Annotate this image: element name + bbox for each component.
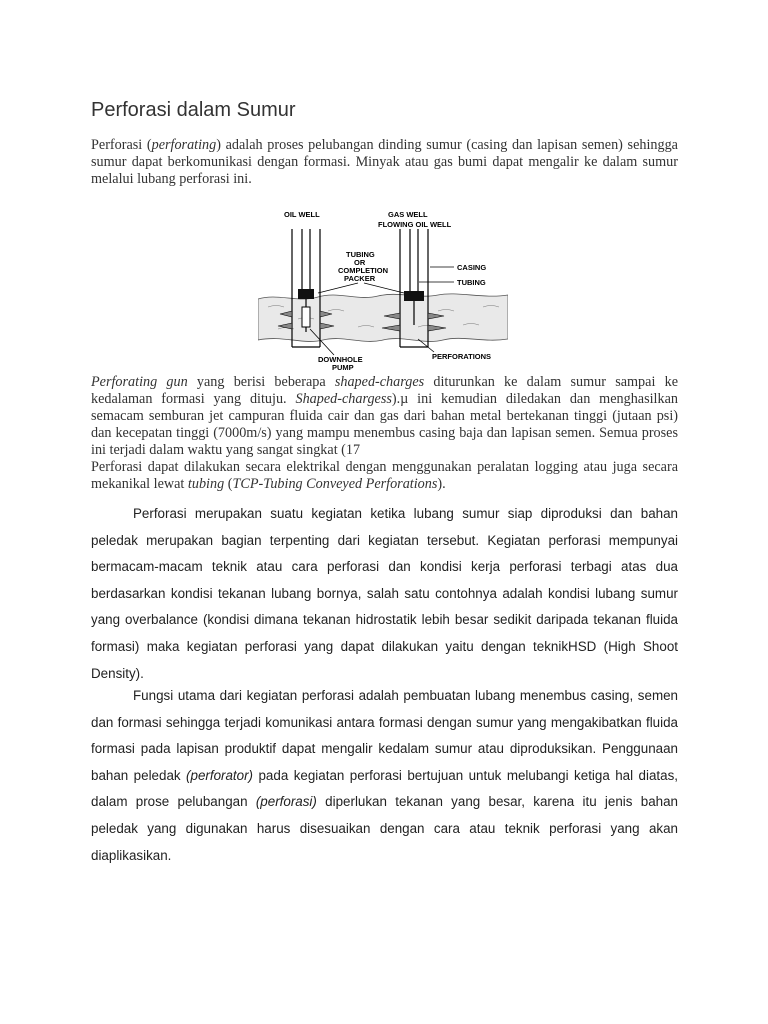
label-tubing: TUBING (457, 278, 486, 287)
label-downhole: DOWNHOLE (318, 355, 363, 364)
label-casing: CASING (457, 263, 487, 272)
well-perforation-diagram (258, 207, 508, 373)
label-perforations: PERFORATIONS (432, 352, 492, 361)
oil-well-packer (298, 289, 314, 299)
term-perforating-gun: Perforating gun (91, 374, 188, 390)
label-oil-well: OIL WELL (284, 210, 320, 219)
label-packer: PACKER (344, 274, 376, 283)
body-paragraph-1: Perforasi merupakan suatu kegiatan ketika lubang sumur siap diproduksi dan bahan peledak merupakan bagian terpenting dari kegiatan tersebut. Kegiatan perforasi mempunyai bermacam-macam teknik atau cara perforasi dan kondisi kerja perforasi terbagi atas dua berdasarkan kondisi tekanan lubang bornya, salah satu contohnya adalah kondisi lubang sumur yang overbalance (kondisi dimana tekanan hidrostatik lebih besar sedikit daripada tekanan fluida formasi) maka kegiatan perforasi yang dapat dilakukan yaitu dengan teknikHSD (High Shoot Density). (91, 506, 678, 681)
p4-text-c: pada kegiatan perforasi bertujuan untuk melubangi ketiga hal diatas, dalam prose pelubangan (91, 767, 678, 810)
term-shaped-chargess: Shaped-chargess (295, 391, 392, 407)
page-title: Perforasi dalam Sumur (91, 99, 296, 121)
intro-term-perforating: perforating (151, 137, 217, 153)
p2-text-i: ( (224, 476, 233, 492)
label-completion: COMPLETION (338, 266, 388, 275)
p2-text-d: diturunkan ke dalam sumur sampai ke kedalaman formasi yang dituju. (91, 374, 678, 407)
downhole-pump (302, 307, 310, 327)
label-gas-well: GAS WELL (388, 210, 428, 219)
label-or: OR (354, 258, 366, 267)
term-tcp: TCP-Tubing Conveyed Perforations (232, 476, 438, 492)
gas-well-packer (404, 291, 424, 301)
term-tubing: tubing (187, 476, 225, 492)
term-perforator: (perforator) (186, 767, 254, 783)
intro-text-a: Perforasi ( (91, 137, 152, 153)
term-perforasi: (perforasi) (255, 794, 317, 810)
body-paragraph-2 (91, 683, 678, 869)
p4-text-e: diperlukan tekanan yang besar, karena itu jenis bahan peledak yang digunakan harus disesuaikan dengan cara atau teknik perforasi yang akan diaplikasikan. (91, 794, 678, 863)
p4-text-a: Fungsi utama dari kegiatan perforasi adalah pembuatan lubang menembus casing, semen dan formasi sehingga terjadi komunikasi antara formasi dengan sumur yang mengakibatkan fluida formasi pada lapisan produktif dapat mengalir kedalam sumur atau diproduksikan. Penggunaan bahan peledak (91, 688, 678, 783)
label-tubing-or: TUBING (346, 250, 375, 259)
p2-text-b: yang berisi beberapa (187, 374, 335, 390)
intro-paragraph (91, 137, 678, 188)
perforating-gun-paragraph (91, 374, 678, 493)
p2-text-g: Perforasi dapat dilakukan secara elektrikal dengan menggunakan peralatan logging atau juga secara mekanikal lewat (91, 459, 678, 492)
formation-layer (258, 294, 508, 342)
p2-text-f: ).µ ini kemudian diledakan dan menghasilkan semacam semburan jet campuran fluida cair dan gas dari bahan metal bertekanan tinggi (jutaan psi) dan kecepatan tinggi (7000m/s) yang mampu menembus casing baja dan lapisan semen. Semua proses ini terjadi dalam waktu yang sangat singkat (17 (91, 391, 678, 458)
intro-text-c: ) adalah proses pelubangan dinding sumur (casing dan lapisan semen) sehingga sumur dapat berkomunikasi dengan formasi. Minyak atau gas bumi dapat mengalir ke dalam sumur melalui lubang perforasi ini. (91, 137, 678, 187)
p2-text-k: ). (437, 476, 446, 492)
label-pump: PUMP (332, 363, 354, 372)
label-flowing-oil-well: FLOWING OIL WELL (378, 220, 452, 229)
term-shaped-charges: shaped-charges (334, 374, 425, 390)
